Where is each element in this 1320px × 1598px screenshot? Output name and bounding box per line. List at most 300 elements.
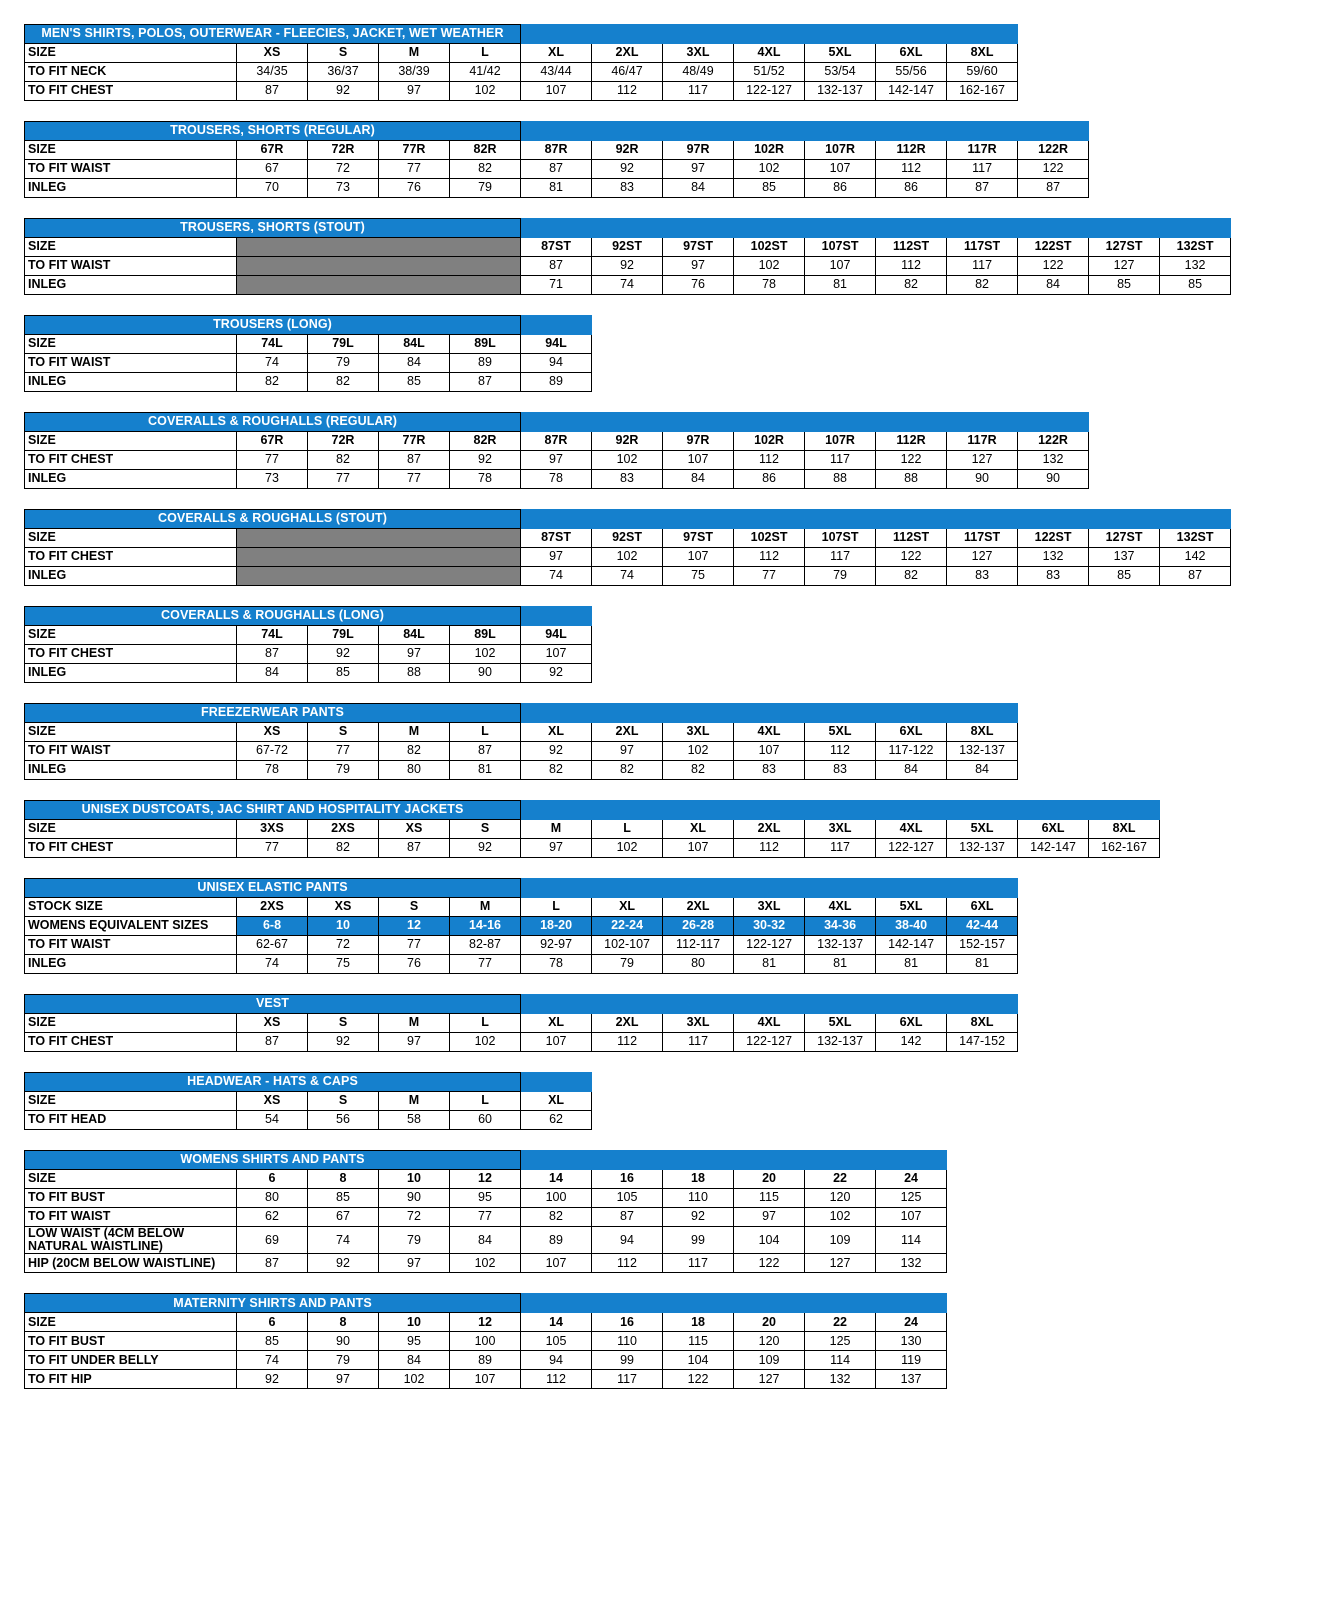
table-cell: 74 <box>237 955 308 974</box>
row-label: TO FIT WAIST <box>25 160 237 179</box>
table-cell: 79L <box>308 626 379 645</box>
size-table-unisex-elastic-pants <box>24 878 1018 974</box>
table-row <box>25 955 1018 974</box>
table-cell: 82 <box>450 160 521 179</box>
table-cell: 88 <box>379 664 450 683</box>
table-title-filler <box>947 413 1089 432</box>
table-cell: 102R <box>734 432 805 451</box>
table-cell: XL <box>663 820 734 839</box>
table-cell: 87 <box>592 1208 663 1227</box>
table-cell: 79 <box>308 354 379 373</box>
table-title: UNISEX DUSTCOATS, JAC SHIRT AND HOSPITALITY JACKETS <box>25 801 521 820</box>
table-title: HEADWEAR - HATS & CAPS <box>25 1073 521 1092</box>
table-cell: 81 <box>805 955 876 974</box>
table-cell: 24 <box>876 1313 947 1332</box>
table-cell: 107 <box>521 1254 592 1273</box>
table-cell: 81 <box>521 179 592 198</box>
table-cell: XL <box>592 898 663 917</box>
table-cell: 105 <box>521 1332 592 1351</box>
table-cell: 102 <box>379 1370 450 1389</box>
table-cell: 81 <box>947 955 1018 974</box>
row-label: SIZE <box>25 238 237 257</box>
table-cell: 89 <box>450 1351 521 1370</box>
table-cell: 6XL <box>876 723 947 742</box>
table-row <box>25 44 1018 63</box>
table-cell: 82 <box>876 567 947 586</box>
table-cell: 77 <box>379 936 450 955</box>
table-cell: 87 <box>450 373 521 392</box>
table-cell: 34/35 <box>237 63 308 82</box>
table-cell: 3XL <box>663 1014 734 1033</box>
table-cell: 112 <box>592 82 663 101</box>
table-title-row <box>25 1151 947 1170</box>
table-cell: 67R <box>237 141 308 160</box>
table-cell: 58 <box>379 1111 450 1130</box>
table-title-filler <box>734 1294 947 1313</box>
table-cell: 2XS <box>308 820 379 839</box>
row-label: WOMENS EQUIVALENT SIZES <box>25 917 237 936</box>
table-cell: 85 <box>1089 276 1160 295</box>
row-label: SIZE <box>25 626 237 645</box>
table-cell: 85 <box>1089 567 1160 586</box>
table-cell: 112 <box>734 548 805 567</box>
table-row <box>25 645 592 664</box>
table-cell: 38/39 <box>379 63 450 82</box>
table-cell: 92 <box>308 1254 379 1273</box>
table-row <box>25 1014 1018 1033</box>
table-cell: 8XL <box>947 44 1018 63</box>
row-label: TO FIT WAIST <box>25 1208 237 1227</box>
table-cell: 97ST <box>663 238 734 257</box>
not-applicable-cell <box>237 257 521 276</box>
table-cell: 24 <box>876 1170 947 1189</box>
table-cell: 72 <box>308 160 379 179</box>
table-cell: 83 <box>1018 567 1089 586</box>
table-cell: 90 <box>450 664 521 683</box>
table-cell: 5XL <box>805 1014 876 1033</box>
table-cell: 117-122 <box>876 742 947 761</box>
table-cell: 3XL <box>734 898 805 917</box>
table-row <box>25 470 1089 489</box>
table-cell: 127 <box>947 451 1018 470</box>
table-cell: L <box>592 820 663 839</box>
table-title-row <box>25 995 1018 1014</box>
table-cell: 95 <box>450 1189 521 1208</box>
table-row <box>25 723 1018 742</box>
row-label: TO FIT CHEST <box>25 645 237 664</box>
table-cell: 77 <box>734 567 805 586</box>
not-applicable-cell <box>237 529 521 548</box>
row-label: SIZE <box>25 1170 237 1189</box>
row-label: SIZE <box>25 432 237 451</box>
table-cell: 94L <box>521 335 592 354</box>
table-cell: 109 <box>734 1351 805 1370</box>
table-cell: 84L <box>379 626 450 645</box>
table-cell: 2XL <box>663 898 734 917</box>
table-row <box>25 761 1018 780</box>
table-cell: 82 <box>876 276 947 295</box>
row-label: SIZE <box>25 820 237 839</box>
table-cell: 122 <box>876 548 947 567</box>
table-cell: 34-36 <box>805 917 876 936</box>
table-cell: 132-137 <box>805 82 876 101</box>
table-cell: 4XL <box>734 44 805 63</box>
table-cell: 117 <box>805 839 876 858</box>
table-cell: 77 <box>379 160 450 179</box>
table-row <box>25 742 1018 761</box>
table-cell: XS <box>308 898 379 917</box>
table-cell: 97ST <box>663 529 734 548</box>
table-cell: 102 <box>450 1254 521 1273</box>
table-cell: 20 <box>734 1313 805 1332</box>
table-cell: 16 <box>592 1313 663 1332</box>
table-cell: 102 <box>450 1033 521 1052</box>
table-cell: 112 <box>876 160 947 179</box>
table-title-filler <box>734 510 947 529</box>
table-cell: 14 <box>521 1313 592 1332</box>
table-title-row <box>25 122 1089 141</box>
table-title-filler <box>947 219 1160 238</box>
table-cell: 4XL <box>734 723 805 742</box>
table-cell: 85 <box>237 1332 308 1351</box>
table-cell: 142-147 <box>1018 839 1089 858</box>
table-title-filler <box>947 879 1018 898</box>
table-cell: 87 <box>237 1033 308 1052</box>
table-cell: 142-147 <box>876 936 947 955</box>
table-cell: M <box>521 820 592 839</box>
table-cell: 51/52 <box>734 63 805 82</box>
row-label: INLEG <box>25 470 237 489</box>
table-cell: L <box>450 44 521 63</box>
table-cell: 3XL <box>663 723 734 742</box>
table-cell: 77 <box>237 451 308 470</box>
table-cell: 90 <box>947 470 1018 489</box>
table-cell: 42-44 <box>947 917 1018 936</box>
table-cell: 85 <box>734 179 805 198</box>
table-cell: 104 <box>734 1227 805 1254</box>
table-cell: 84L <box>379 335 450 354</box>
row-label: SIZE <box>25 1313 237 1332</box>
table-title-filler <box>734 704 947 723</box>
table-cell: 84 <box>876 761 947 780</box>
table-cell: 84 <box>663 470 734 489</box>
table-cell: 112 <box>592 1033 663 1052</box>
table-title-filler <box>521 1294 734 1313</box>
table-cell: 102 <box>450 645 521 664</box>
table-cell: 122 <box>1018 160 1089 179</box>
size-table-coveralls-roughalls-long <box>24 606 592 683</box>
table-cell: 67 <box>237 160 308 179</box>
table-cell: 97 <box>521 839 592 858</box>
row-label: TO FIT BUST <box>25 1332 237 1351</box>
table-cell: 77 <box>450 1208 521 1227</box>
row-label: STOCK SIZE <box>25 898 237 917</box>
table-cell: 114 <box>805 1351 876 1370</box>
table-cell: 92 <box>308 82 379 101</box>
table-title-row <box>25 1073 592 1092</box>
table-cell: 112 <box>734 839 805 858</box>
table-cell: 89L <box>450 335 521 354</box>
table-cell: 87 <box>379 839 450 858</box>
table-cell: 87 <box>1018 179 1089 198</box>
table-cell: 74 <box>237 354 308 373</box>
table-cell: 85 <box>379 373 450 392</box>
table-cell: 43/44 <box>521 63 592 82</box>
table-cell: 102ST <box>734 529 805 548</box>
table-title-filler <box>734 413 947 432</box>
table-cell: 107 <box>663 839 734 858</box>
table-cell: 82-87 <box>450 936 521 955</box>
table-cell: 77R <box>379 432 450 451</box>
table-cell: 74 <box>592 567 663 586</box>
table-cell: 81 <box>876 955 947 974</box>
table-cell: 12 <box>450 1313 521 1332</box>
table-title-row <box>25 25 1018 44</box>
table-cell: 112 <box>876 257 947 276</box>
row-label: INLEG <box>25 179 237 198</box>
table-cell: 76 <box>379 955 450 974</box>
table-cell: 86 <box>734 470 805 489</box>
table-cell: 72 <box>379 1208 450 1227</box>
table-cell: 110 <box>663 1189 734 1208</box>
table-cell: 5XL <box>805 44 876 63</box>
table-cell: 2XS <box>237 898 308 917</box>
table-cell: 72R <box>308 432 379 451</box>
table-cell: 6XL <box>947 898 1018 917</box>
table-cell: 102 <box>663 742 734 761</box>
table-cell: 102-107 <box>592 936 663 955</box>
table-cell: 69 <box>237 1227 308 1254</box>
table-cell: 74 <box>592 276 663 295</box>
row-label: TO FIT WAIST <box>25 354 237 373</box>
table-row <box>25 1033 1018 1052</box>
table-cell: 137 <box>1089 548 1160 567</box>
table-title-filler <box>734 25 947 44</box>
table-cell: 112R <box>876 432 947 451</box>
table-cell: 75 <box>308 955 379 974</box>
table-cell: 132 <box>805 1370 876 1389</box>
table-cell: 92 <box>521 664 592 683</box>
table-cell: 81 <box>734 955 805 974</box>
row-label: TO FIT CHEST <box>25 451 237 470</box>
table-cell: 110 <box>592 1332 663 1351</box>
table-cell: 112R <box>876 141 947 160</box>
table-cell: 90 <box>379 1189 450 1208</box>
table-cell: 87 <box>379 451 450 470</box>
table-title: UNISEX ELASTIC PANTS <box>25 879 521 898</box>
table-title-filler <box>947 801 1160 820</box>
table-cell: 117 <box>947 160 1018 179</box>
table-cell: 87 <box>237 645 308 664</box>
table-cell: S <box>450 820 521 839</box>
table-cell: 122 <box>1018 257 1089 276</box>
row-label: SIZE <box>25 723 237 742</box>
table-cell: 80 <box>379 761 450 780</box>
table-cell: 67-72 <box>237 742 308 761</box>
table-cell: 115 <box>734 1189 805 1208</box>
table-cell: 117ST <box>947 529 1018 548</box>
table-cell: 77 <box>308 470 379 489</box>
table-row <box>25 257 1231 276</box>
table-cell: 41/42 <box>450 63 521 82</box>
table-cell: 122-127 <box>734 82 805 101</box>
table-cell: 117 <box>663 82 734 101</box>
table-cell: 107 <box>734 742 805 761</box>
table-cell: 132-137 <box>805 936 876 955</box>
table-cell: 59/60 <box>947 63 1018 82</box>
table-cell: 8 <box>308 1313 379 1332</box>
table-cell: L <box>450 723 521 742</box>
table-cell: 132ST <box>1160 529 1231 548</box>
table-cell: 97 <box>379 645 450 664</box>
table-cell: XL <box>521 723 592 742</box>
table-cell: S <box>379 898 450 917</box>
table-cell: 82 <box>521 1208 592 1227</box>
table-cell: 132ST <box>1160 238 1231 257</box>
table-cell: 92 <box>308 645 379 664</box>
table-cell: XL <box>521 44 592 63</box>
table-cell: 83 <box>805 761 876 780</box>
table-title: MEN'S SHIRTS, POLOS, OUTERWEAR - FLEECIES, JACKET, WET WEATHER <box>25 25 521 44</box>
table-cell: 132 <box>1018 451 1089 470</box>
table-cell: 81 <box>450 761 521 780</box>
table-cell: 112 <box>592 1254 663 1273</box>
table-cell: 12 <box>379 917 450 936</box>
table-title-filler <box>521 25 734 44</box>
table-row <box>25 238 1231 257</box>
table-cell: 87 <box>237 1254 308 1273</box>
table-cell: 109 <box>805 1227 876 1254</box>
not-applicable-cell <box>237 276 521 295</box>
table-cell: 79 <box>805 567 876 586</box>
table-cell: 127 <box>947 548 1018 567</box>
row-label: SIZE <box>25 1092 237 1111</box>
table-cell: 117ST <box>947 238 1018 257</box>
table-cell: 30-32 <box>734 917 805 936</box>
table-cell: 137 <box>876 1370 947 1389</box>
table-cell: 142 <box>876 1033 947 1052</box>
table-row <box>25 335 592 354</box>
table-title: TROUSERS, SHORTS (REGULAR) <box>25 122 521 141</box>
table-cell: 6 <box>237 1170 308 1189</box>
size-table-men-s-shirts-polos-outerwear-fleecies-jacket-wet-w <box>24 24 1018 101</box>
table-cell: 107ST <box>805 238 876 257</box>
table-cell: 3XL <box>663 44 734 63</box>
table-title-filler <box>521 801 734 820</box>
table-cell: 152-157 <box>947 936 1018 955</box>
table-cell: 92R <box>592 141 663 160</box>
table-cell: 102R <box>734 141 805 160</box>
table-cell: 74L <box>237 335 308 354</box>
table-cell: 18 <box>663 1170 734 1189</box>
row-label: SIZE <box>25 44 237 63</box>
table-cell: 94 <box>592 1227 663 1254</box>
not-applicable-cell <box>237 238 521 257</box>
table-cell: 107 <box>521 1033 592 1052</box>
table-cell: 82 <box>521 761 592 780</box>
table-row <box>25 1092 592 1111</box>
table-cell: M <box>379 44 450 63</box>
table-cell: 77 <box>237 839 308 858</box>
table-cell: 132 <box>1160 257 1231 276</box>
table-cell: 86 <box>876 179 947 198</box>
table-cell: 104 <box>663 1351 734 1370</box>
table-cell: 6XL <box>1018 820 1089 839</box>
row-label: INLEG <box>25 955 237 974</box>
table-cell: 81 <box>805 276 876 295</box>
table-cell: 127 <box>1089 257 1160 276</box>
table-cell: L <box>450 1014 521 1033</box>
table-title-row <box>25 413 1089 432</box>
table-title: COVERALLS & ROUGHALLS (REGULAR) <box>25 413 521 432</box>
table-title-row <box>25 879 1018 898</box>
table-cell: 119 <box>876 1351 947 1370</box>
table-cell: 18-20 <box>521 917 592 936</box>
table-cell: 122 <box>663 1370 734 1389</box>
table-cell: 78 <box>521 955 592 974</box>
table-cell: 8XL <box>947 723 1018 742</box>
table-cell: 79 <box>308 761 379 780</box>
size-table-coveralls-roughalls-regular <box>24 412 1089 489</box>
table-row <box>25 1227 947 1254</box>
table-cell: 22-24 <box>592 917 663 936</box>
table-title-filler <box>947 995 1018 1014</box>
table-cell: 77R <box>379 141 450 160</box>
row-label: INLEG <box>25 276 237 295</box>
table-cell: 122-127 <box>734 936 805 955</box>
table-title-filler <box>734 122 947 141</box>
row-label: TO FIT UNDER BELLY <box>25 1351 237 1370</box>
size-table-trousers-shorts-regular <box>24 121 1089 198</box>
table-title-filler <box>947 25 1018 44</box>
table-cell: 107 <box>876 1208 947 1227</box>
table-cell: 122R <box>1018 432 1089 451</box>
table-cell: 12 <box>450 1170 521 1189</box>
table-cell: 89 <box>521 1227 592 1254</box>
table-cell: 125 <box>805 1332 876 1351</box>
table-cell: 122-127 <box>876 839 947 858</box>
table-cell: 79 <box>379 1227 450 1254</box>
table-cell: 115 <box>663 1332 734 1351</box>
table-cell: XS <box>237 44 308 63</box>
table-cell: 77 <box>308 742 379 761</box>
row-label: HIP (20CM BELOW WAISTLINE) <box>25 1254 237 1273</box>
table-row <box>25 936 1018 955</box>
table-cell: 26-28 <box>663 917 734 936</box>
row-label: TO FIT CHEST <box>25 1033 237 1052</box>
table-title-filler <box>734 995 947 1014</box>
table-cell: 6XL <box>876 44 947 63</box>
table-cell: 89 <box>450 354 521 373</box>
table-title-filler <box>521 510 734 529</box>
table-cell: 112ST <box>876 529 947 548</box>
table-cell: 142-147 <box>876 82 947 101</box>
table-cell: 83 <box>947 567 1018 586</box>
table-title-filler <box>734 879 947 898</box>
size-table-headwear-hats-caps <box>24 1072 592 1130</box>
table-title: MATERNITY SHIRTS AND PANTS <box>25 1294 521 1313</box>
table-title: WOMENS SHIRTS AND PANTS <box>25 1151 521 1170</box>
table-cell: 162-167 <box>1089 839 1160 858</box>
table-row <box>25 1351 947 1370</box>
not-applicable-cell <box>237 567 521 586</box>
table-cell: 82 <box>592 761 663 780</box>
table-cell: 132-137 <box>947 742 1018 761</box>
table-cell: 82 <box>308 451 379 470</box>
table-title: TROUSERS (LONG) <box>25 316 521 335</box>
table-row <box>25 1111 592 1130</box>
table-cell: L <box>450 1092 521 1111</box>
